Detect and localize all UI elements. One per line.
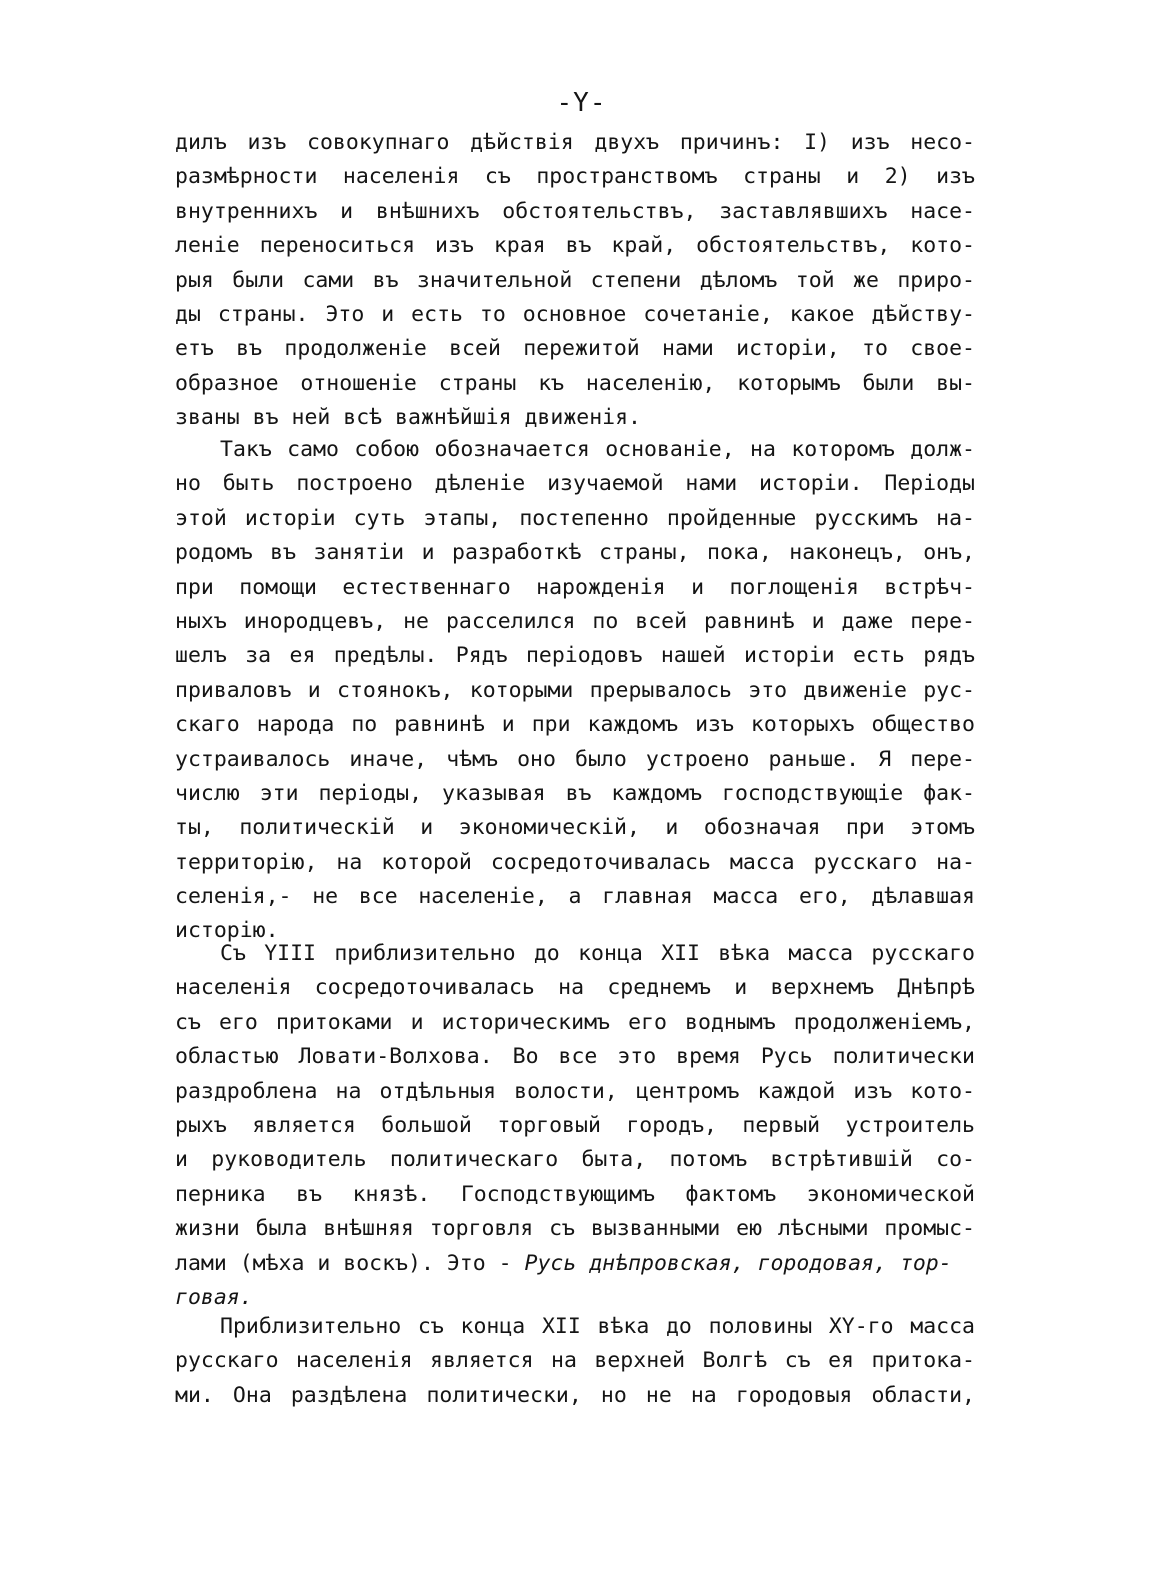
text-line: ты, политическій и экономическій, и обозначая при этомъ [175, 815, 975, 841]
text-line: размѣрности населенія съ пространствомъ страны и 2) изъ [175, 164, 975, 190]
text-line: и руководитель политическаго быта, потомъ встрѣтившій со- [175, 1147, 975, 1173]
text-line: образное отношеніе страны къ населенію, которымъ были вы- [175, 370, 975, 396]
text-line: Такъ само собою обозначается основаніе, на которомъ долж- [220, 437, 975, 462]
text-line: числю эти періоды, указывая въ каждомъ господствующіе фак- [175, 780, 975, 806]
text-line: устраивалось иначе, чѣмъ оно было устроено раньше. Я пере- [175, 746, 975, 772]
text-line: званы въ ней всѣ важнѣйшія движенія. [175, 405, 641, 431]
paragraph-2 [175, 433, 975, 949]
text-line: ми. Она раздѣлена политически, но не на городовыя области, [175, 1382, 975, 1408]
text-line: исторію. [175, 918, 279, 944]
text-line: перника въ князѣ. Господствующимъ фактомъ экономической [175, 1181, 975, 1207]
text-line: съ его притоками и историческимъ его воднымъ продолженіемъ, [175, 1009, 975, 1035]
text-line: жизни была внѣшняя торговля съ вызванными ею лѣсными промыс- [175, 1216, 975, 1242]
text-line: русскаго населенія является на верхней Волгѣ съ ея притока- [175, 1348, 975, 1374]
paragraph-1 [175, 126, 975, 436]
text-line: селенія,- не все населеніе, а главная масса его, дѣлавшая [175, 884, 975, 910]
text-line: рыхъ является большой торговый городъ, первый устроитель [175, 1112, 975, 1138]
text-line: приваловъ и стоянокъ, которыми прерывалось это движеніе рус- [175, 677, 975, 703]
text-line: областью Ловати-Волхова. Во все это время Русь политически [175, 1044, 975, 1070]
text-line: населенія сосредоточивалась на среднемъ и верхнемъ Днѣпрѣ [175, 975, 975, 1001]
text-line: рыя были сами въ значительной степени дѣломъ той же приро- [175, 267, 975, 293]
text-line: территорію, на которой сосредоточивалась масса русскаго на- [175, 849, 975, 875]
text-line: ныхъ инородцевъ, не расселился по всей равнинѣ и даже пере- [175, 608, 975, 634]
text-line: Съ YIII приблизительно до конца XII вѣка масса русскаго [220, 941, 975, 966]
italic-term: Русь днѣпровская, городовая, тор- [524, 1250, 952, 1276]
text-line: при помощи естественнаго нарожденія и поглощенія встрѣч- [175, 574, 975, 600]
text-line: ды страны. Это и есть то основное сочетаніе, какое дѣйству- [175, 301, 975, 327]
paragraph-3 [175, 937, 975, 1315]
text-line: дилъ изъ совокупнаго дѣйствія двухъ причинъ: I) изъ несо- [175, 130, 975, 155]
text-line: но быть построено дѣленіе изучаемой нами исторіи. Періоды [175, 471, 975, 497]
text-line: скаго народа по равнинѣ и при каждомъ изъ которыхъ общество [175, 712, 975, 738]
text-line: внутреннихъ и внѣшнихъ обстоятельствъ, заставлявшихъ насе- [175, 198, 975, 224]
text-line: раздроблена на отдѣльныя волости, центромъ каждой изъ кото- [175, 1078, 975, 1104]
text-segment: лами (мѣха и воскъ). Это - [175, 1250, 525, 1276]
text-line: шелъ за ея предѣлы. Рядъ періодовъ нашей исторіи есть рядъ [175, 643, 975, 669]
page-number: -Y- [556, 88, 607, 118]
text-line: Приблизительно съ конца XII вѣка до половины XY-го масса [220, 1314, 975, 1339]
italic-term: говая. [175, 1284, 253, 1310]
text-line: родомъ въ занятіи и разработкѣ страны, пока, наконецъ, онъ, [175, 540, 975, 566]
text-line [175, 1247, 975, 1281]
paragraph-4 [175, 1310, 975, 1413]
text-line: леніе переноситься изъ края въ край, обстоятельствъ, кото- [175, 233, 975, 259]
text-line: етъ въ продолженіе всей пережитой нами исторіи, то свое- [175, 336, 975, 362]
text-line: этой исторіи суть этапы, постепенно пройденные русскимъ на- [175, 505, 975, 531]
